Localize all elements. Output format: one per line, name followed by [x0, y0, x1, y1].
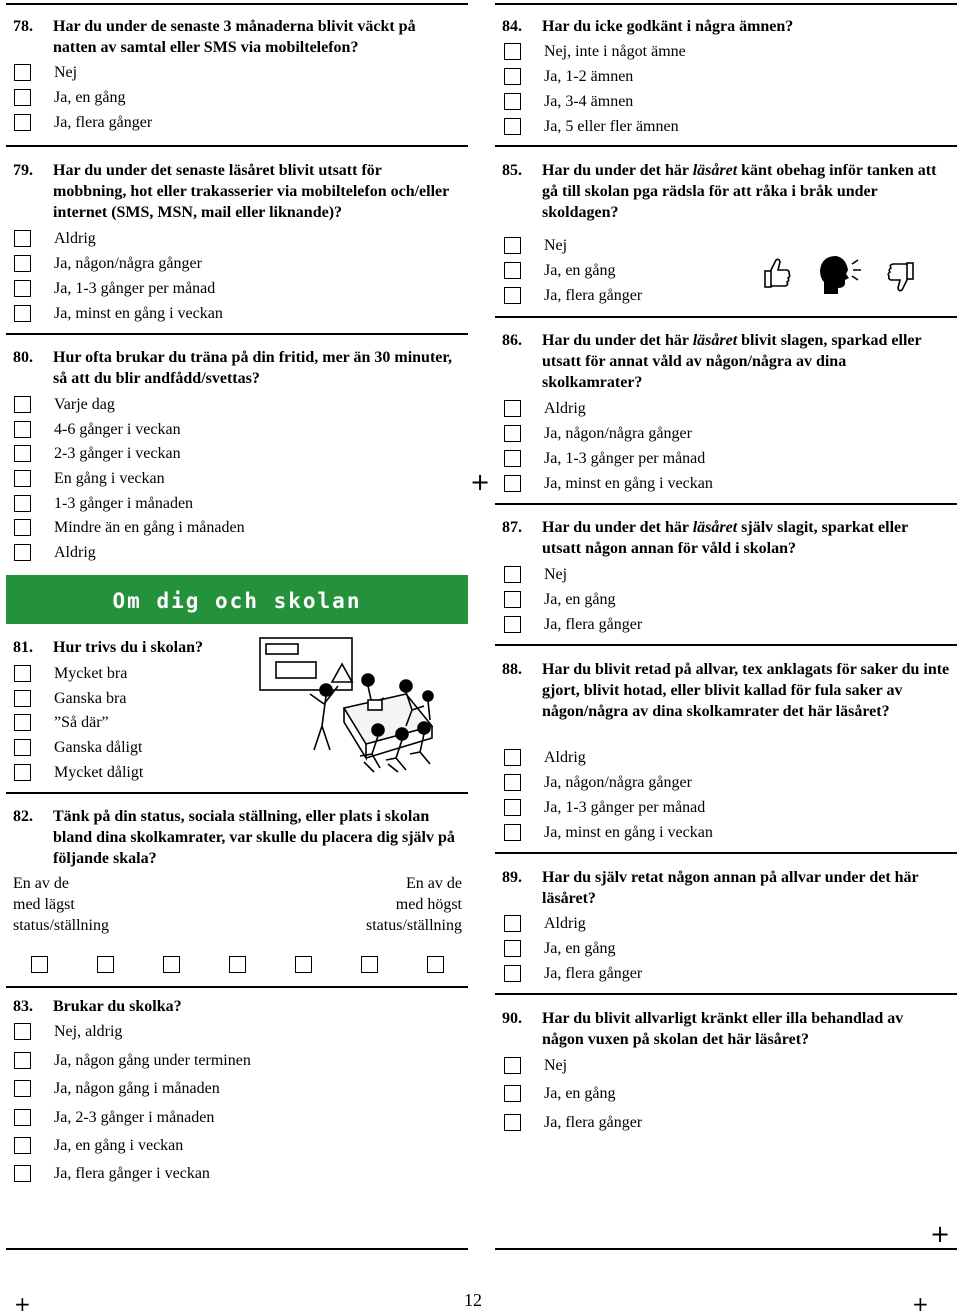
option-label: Ja, flera gånger	[54, 114, 153, 131]
checkbox[interactable]	[14, 470, 31, 487]
question-text: Har du blivit retad på allvar, tex anklagats för saker du inte gjort, blivit hotad, eller blivit kallad för fula saker av någon/några av dina skolkamrater det här läsåret?	[542, 661, 950, 720]
option-label: Aldrig	[54, 544, 96, 561]
scale-checkbox-4[interactable]	[229, 956, 246, 973]
divider	[495, 1248, 957, 1250]
question-number: 87.	[502, 519, 522, 536]
checkbox[interactable]	[14, 445, 31, 462]
question-text: Har du under de senaste 3 månaderna blivit väckt på natten av samtal eller SMS via mobiltelefon?	[53, 18, 416, 56]
question-text-emphasis: läsåret	[692, 519, 738, 536]
option-label: Mycket bra	[54, 665, 128, 682]
question-text: Brukar du skolka?	[53, 998, 182, 1015]
question-text	[542, 517, 947, 559]
option-label: Ja, en gång i veckan	[54, 1137, 184, 1154]
option-label: Ja, en gång	[54, 89, 126, 106]
option-label: Aldrig	[544, 915, 586, 932]
checkbox[interactable]	[504, 940, 521, 957]
option-label: 4-6 gånger i veckan	[54, 421, 181, 438]
divider	[6, 333, 468, 335]
option-label: Ja, flera gånger	[544, 965, 643, 982]
option-label: 2-3 gånger i veckan	[54, 445, 181, 462]
option-label: Ja, någon/några gånger	[544, 774, 692, 791]
scale-low-line: status/ställning	[13, 917, 109, 934]
question-number: 89.	[502, 869, 522, 886]
checkbox[interactable]	[504, 965, 521, 982]
question-text: Har du under det senaste läsåret blivit utsatt för mobbning, hot eller trakasserier via mobiltelefon och/eller internet (SMS, MSN, mail eller liknande)?	[53, 162, 449, 221]
option-label: Mindre än en gång i månaden	[54, 519, 245, 536]
question-number: 84.	[502, 18, 522, 35]
question-number: 82.	[13, 808, 33, 825]
option-label: Nej	[544, 1057, 568, 1074]
registration-cross-icon: +	[14, 1292, 31, 1316]
option-label: Aldrig	[54, 230, 96, 247]
scale-low-line: med lägst	[13, 896, 75, 913]
checkbox[interactable]	[14, 1165, 31, 1182]
option-label: Nej	[544, 566, 568, 583]
scale-low-label	[13, 873, 109, 936]
divider	[495, 644, 957, 646]
option-label: Ja, minst en gång i veckan	[544, 824, 713, 841]
checkbox[interactable]	[504, 262, 521, 279]
checkbox[interactable]	[14, 114, 31, 131]
divider	[6, 1248, 468, 1250]
option-label: Nej	[54, 64, 78, 81]
checkbox[interactable]	[14, 64, 31, 81]
option-label: Ja, flera gånger i veckan	[54, 1165, 210, 1182]
question-text-part: Har du under det här	[542, 162, 693, 179]
scale-checkbox-7[interactable]	[427, 956, 444, 973]
checkbox[interactable]	[14, 305, 31, 322]
question-number: 83.	[13, 998, 33, 1015]
option-label: Ja, en gång	[544, 940, 616, 957]
divider	[6, 3, 468, 5]
checkbox[interactable]	[14, 714, 31, 731]
divider	[495, 316, 957, 318]
checkbox[interactable]	[14, 89, 31, 106]
checkbox[interactable]	[504, 749, 521, 766]
option-label: 1-3 gånger i månaden	[54, 495, 194, 512]
question-text-emphasis: läsåret	[692, 332, 738, 349]
thumbs-down-icon	[886, 258, 916, 296]
question-text-part: blivit slagen, sparkad eller utsatt för annat våld av någon/några av dina skolkamrater?	[542, 332, 922, 391]
question-number: 78.	[13, 18, 33, 35]
option-label: ”Så där”	[54, 714, 109, 731]
checkbox[interactable]	[504, 93, 521, 110]
option-label: Ja, 3-4 ämnen	[544, 93, 634, 110]
question-number: 81.	[13, 639, 33, 656]
option-label: Ja, 1-2 ämnen	[544, 68, 634, 85]
checkbox[interactable]	[14, 230, 31, 247]
checkbox[interactable]	[504, 237, 521, 254]
checkbox[interactable]	[14, 764, 31, 781]
option-label: Nej	[544, 237, 568, 254]
question-text: Har du blivit allvarligt kränkt eller illa behandlad av någon vuxen på skolan det här läsåret?	[542, 1010, 904, 1048]
checkbox[interactable]	[504, 1057, 521, 1074]
scale-checkbox-5[interactable]	[295, 956, 312, 973]
option-label: Ja, en gång	[544, 262, 616, 279]
option-label: Ja, någon/några gånger	[54, 255, 202, 272]
option-label: Aldrig	[544, 400, 586, 417]
registration-cross-icon: +	[930, 1220, 951, 1248]
checkbox[interactable]	[14, 396, 31, 413]
option-label: Ja, flera gånger	[544, 616, 643, 633]
option-label: Ja, någon/några gånger	[544, 425, 692, 442]
question-number: 88.	[502, 661, 522, 678]
divider	[6, 145, 468, 147]
option-label: Ja, flera gånger	[544, 287, 643, 304]
checkbox[interactable]	[14, 665, 31, 682]
scale-low-line: En av de	[13, 875, 69, 892]
checkbox[interactable]	[504, 425, 521, 442]
checkbox[interactable]	[504, 118, 521, 135]
question-text-part: känt obehag inför tanken att gå till skolan pga rädsla för att råka i bråk under skoldagen?	[542, 162, 937, 221]
checkbox[interactable]	[504, 287, 521, 304]
checkbox[interactable]	[14, 1080, 31, 1097]
option-label: Ja, en gång	[544, 591, 616, 608]
question-number: 80.	[13, 349, 33, 366]
option-label: Ja, någon gång i månaden	[54, 1080, 220, 1097]
question-text: Har du icke godkänt i några ämnen?	[542, 18, 794, 35]
option-label: En gång i veckan	[54, 470, 165, 487]
option-label: Ja, flera gånger	[544, 1114, 643, 1131]
option-label: Ganska dåligt	[54, 739, 143, 756]
option-label: Varje dag	[54, 396, 115, 413]
scale-high-line: En av de	[406, 875, 462, 892]
thumbs-up-icon	[762, 256, 792, 292]
classroom-illustration	[256, 634, 442, 774]
option-label: Ja, minst en gång i veckan	[544, 475, 713, 492]
divider	[495, 852, 957, 854]
checkbox[interactable]	[14, 1109, 31, 1126]
checkbox[interactable]	[14, 280, 31, 297]
question-text-emphasis: läsåret	[692, 162, 738, 179]
scale-checkbox-2[interactable]	[97, 956, 114, 973]
option-label: Ja, någon gång under terminen	[54, 1052, 251, 1069]
question-text: Tänk på din status, sociala ställning, eller plats i skolan bland dina skolkamrater, var skulle du placera dig själv på följande skala?	[53, 808, 455, 867]
scale-checkbox-3[interactable]	[163, 956, 180, 973]
checkbox[interactable]	[14, 495, 31, 512]
question-number: 86.	[502, 332, 522, 349]
question-text: Har du själv retat någon annan på allvar under det här läsåret?	[542, 869, 919, 907]
option-label: Ja, 1-3 gånger per månad	[544, 799, 706, 816]
checkbox[interactable]	[504, 450, 521, 467]
divider	[495, 3, 957, 5]
divider	[6, 792, 468, 794]
left-column	[0, 0, 470, 1311]
scale-checkbox-1[interactable]	[31, 956, 48, 973]
question-number: 90.	[502, 1010, 522, 1027]
checkbox[interactable]	[504, 475, 521, 492]
divider	[495, 993, 957, 995]
option-label: Ja, 1-3 gånger per månad	[544, 450, 706, 467]
question-text-part: Har du under det här	[542, 332, 693, 349]
question-text-part: själv slagit, sparkat eller utsatt någon annan för våld i skolan?	[542, 519, 908, 557]
checkbox[interactable]	[14, 1137, 31, 1154]
checkbox[interactable]	[504, 566, 521, 583]
scale-checkbox-6[interactable]	[361, 956, 378, 973]
option-label: Nej, aldrig	[54, 1023, 123, 1040]
question-text	[542, 160, 947, 223]
checkbox[interactable]	[14, 739, 31, 756]
option-label: Nej, inte i något ämne	[544, 43, 686, 60]
right-column	[490, 0, 960, 1311]
checkbox[interactable]	[504, 68, 521, 85]
checkbox[interactable]	[504, 1085, 521, 1102]
checkbox[interactable]	[504, 591, 521, 608]
checkbox[interactable]	[14, 690, 31, 707]
checkbox[interactable]	[14, 421, 31, 438]
checkbox[interactable]	[504, 1114, 521, 1131]
checkbox[interactable]	[504, 799, 521, 816]
option-label: Ganska bra	[54, 690, 127, 707]
divider	[495, 145, 957, 147]
option-label: Ja, 1-3 gånger per månad	[54, 280, 216, 297]
option-label: Mycket dåligt	[54, 764, 144, 781]
checkbox[interactable]	[14, 519, 31, 536]
question-text	[542, 330, 947, 393]
section-banner: Om dig och skolan	[6, 575, 468, 624]
registration-cross-icon: +	[470, 468, 491, 496]
option-label: Ja, en gång	[544, 1085, 616, 1102]
checkbox[interactable]	[14, 255, 31, 272]
option-label: Ja, 2-3 gånger i månaden	[54, 1109, 215, 1126]
registration-cross-icon: +	[912, 1292, 929, 1316]
scale-high-line: med högst	[395, 896, 462, 913]
question-text: Hur trivs du i skolan?	[53, 639, 203, 656]
option-label: Ja, minst en gång i veckan	[54, 305, 223, 322]
checkbox[interactable]	[504, 824, 521, 841]
checkbox[interactable]	[504, 400, 521, 417]
checkbox[interactable]	[504, 774, 521, 791]
checkbox[interactable]	[504, 915, 521, 932]
checkbox[interactable]	[14, 1023, 31, 1040]
question-text-part: Har du under det här	[542, 519, 693, 536]
checkbox[interactable]	[14, 544, 31, 561]
scale-high-line: status/ställning	[366, 917, 462, 934]
checkbox[interactable]	[504, 616, 521, 633]
question-text: Hur ofta brukar du träna på din fritid, mer än 30 minuter, så att du blir andfådd/svettas?	[53, 349, 453, 387]
option-label: Ja, 5 eller fler ämnen	[544, 118, 679, 135]
option-label: Aldrig	[544, 749, 586, 766]
checkbox[interactable]	[504, 43, 521, 60]
divider	[6, 986, 468, 988]
page-number: 12	[464, 1290, 482, 1310]
question-number: 79.	[13, 162, 33, 179]
question-number: 85.	[502, 162, 522, 179]
scale-high-label	[340, 873, 462, 936]
divider	[495, 503, 957, 505]
checkbox[interactable]	[14, 1052, 31, 1069]
shouting-head-icon	[816, 254, 864, 296]
